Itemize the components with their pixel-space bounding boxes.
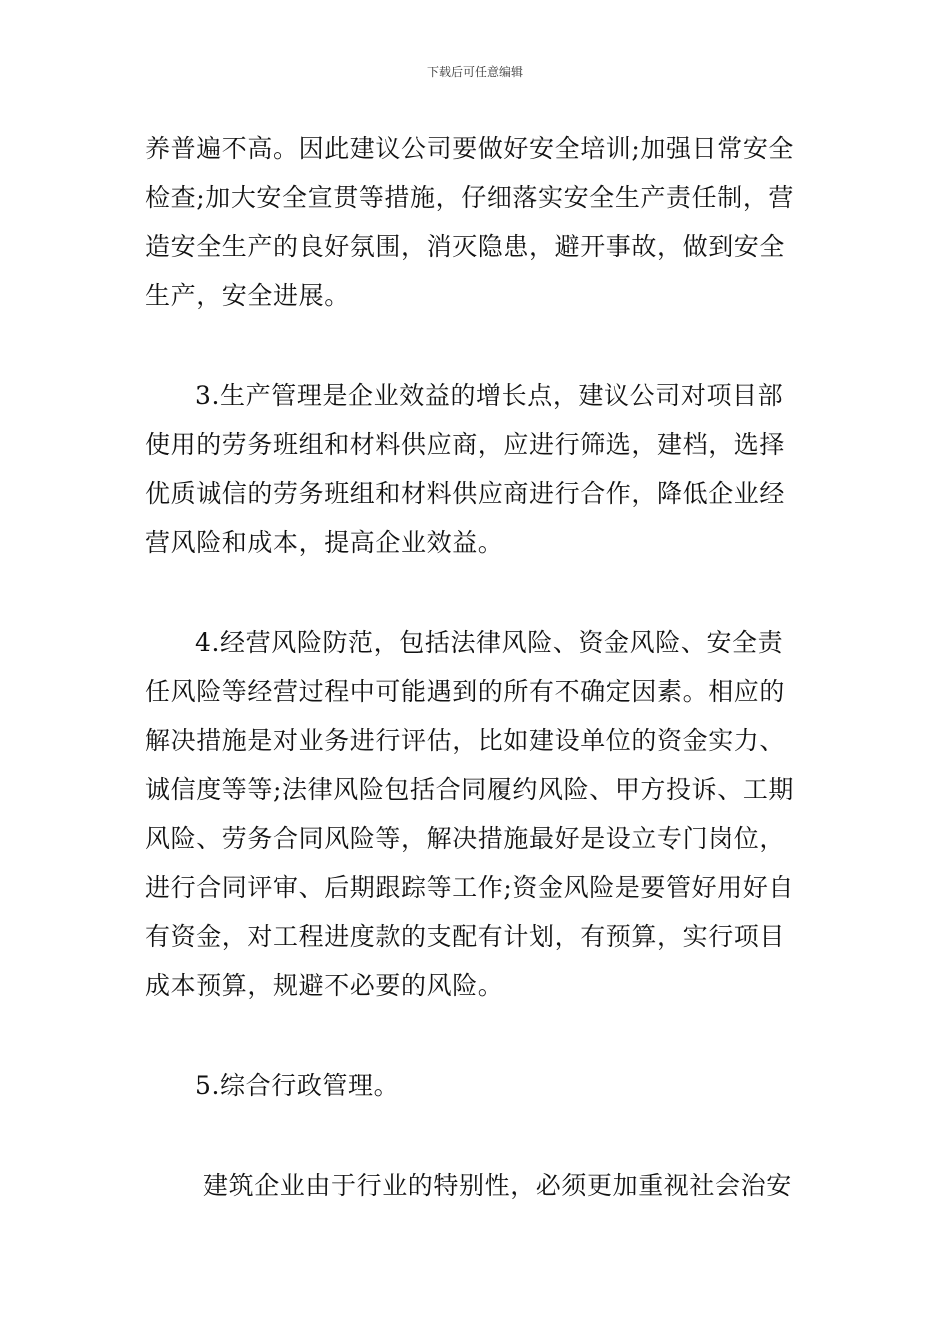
paragraph [145,1161,810,1210]
text-line: 成本预算，规避不必要的风险。 [145,971,504,1000]
text-line: 解决措施是对业务进行评估，比如建设单位的资金实力、 [145,726,786,755]
text-line: 营风险和成本，提高企业效益。 [145,528,504,557]
text-line: 检查;加大安全宣贯等措施，仔细落实安全生产责任制，营 [145,183,795,212]
text-line: 养普遍不高。因此建议公司要做好安全培训;加强日常安全 [145,134,795,163]
text-line: 4.经营风险防范，包括法律风险、资金风险、安全责 [195,628,784,657]
paragraph [145,618,810,1010]
text-line: 有资金，对工程进度款的支配有计划，有预算，实行项目 [145,922,786,951]
paragraph [145,124,810,320]
paragraph [145,371,810,567]
text-line: 3.生产管理是企业效益的增长点，建议公司对项目部 [195,381,784,410]
document-body [145,124,810,1210]
text-line: 造安全生产的良好氛围，消灭隐患，避开事故，做到安全 [145,232,786,261]
text-line: 建筑企业由于行业的特别性，必须更加重视社会治安 [203,1171,792,1200]
text-line: 风险、劳务合同风险等，解决措施最好是设立专门岗位， [145,824,786,853]
text-line: 进行合同评审、后期跟踪等工作;资金风险是要管好用好自 [145,873,795,902]
text-line: 使用的劳务班组和材料供应商，应进行筛选，建档，选择 [145,430,786,459]
page-header: 下载后可任意编辑 [426,65,523,79]
paragraph-spacer [145,320,810,371]
text-line: 5.综合行政管理。 [195,1071,400,1100]
paragraph-spacer [145,1110,810,1161]
paragraph [145,1061,810,1110]
text-line: 生产，安全进展。 [145,281,350,310]
text-line: 任风险等经营过程中可能遇到的所有不确定因素。相应的 [145,677,786,706]
text-line: 诚信度等等;法律风险包括合同履约风险、甲方投诉、工期 [145,775,795,804]
paragraph-spacer [145,567,810,618]
paragraph-spacer [145,1010,810,1061]
text-line: 优质诚信的劳务班组和材料供应商进行合作，降低企业经 [145,479,786,508]
